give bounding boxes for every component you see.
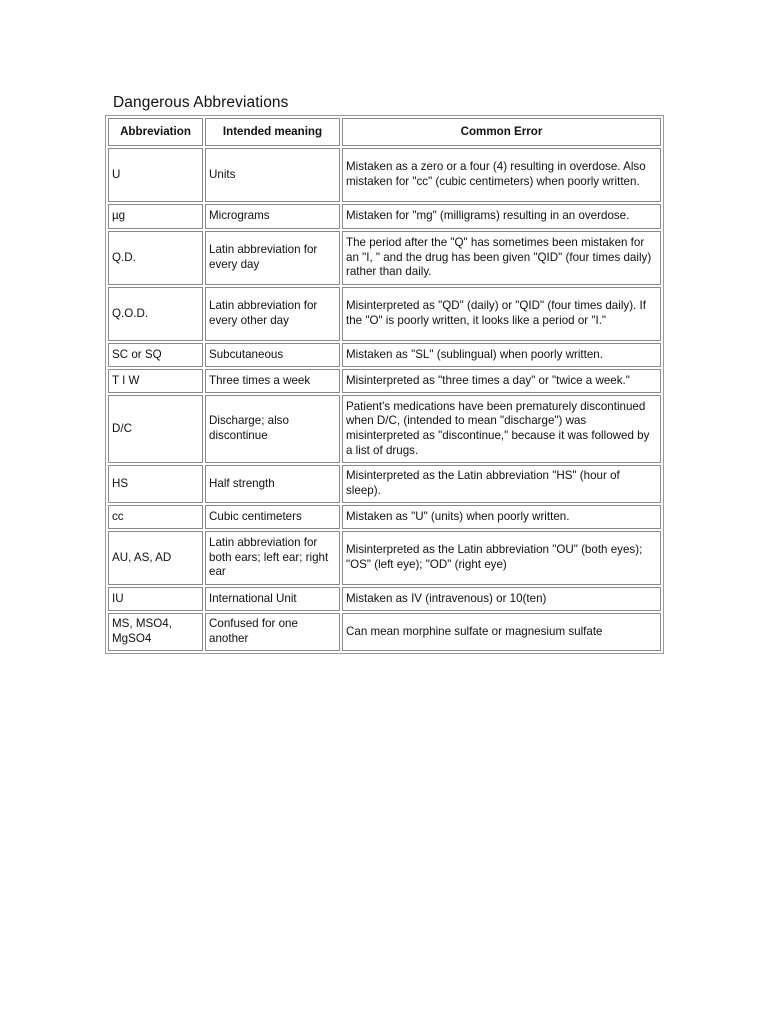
cell-meaning: International Unit [205, 587, 340, 611]
header-common-error: Common Error [342, 118, 661, 146]
cell-meaning: Latin abbreviation for every day [205, 231, 340, 285]
table-row [108, 204, 661, 229]
cell-error: Mistaken as a zero or a four (4) resulting in overdose. Also mistaken for "cc" (cubic centimeters) when poorly written. [342, 148, 661, 202]
cell-abbreviation: Q.D. [108, 231, 203, 285]
table-row [108, 465, 661, 503]
table-row [108, 148, 661, 202]
cell-meaning: Three times a week [205, 369, 340, 393]
header-row [108, 118, 661, 146]
cell-abbreviation: Q.O.D. [108, 287, 203, 341]
cell-error: Can mean morphine sulfate or magnesium sulfate [342, 613, 661, 651]
cell-error: Mistaken as "SL" (sublingual) when poorly written. [342, 343, 661, 367]
table-body [108, 148, 661, 651]
cell-meaning: Confused for one another [205, 613, 340, 651]
table-row [108, 231, 661, 285]
cell-meaning: Units [205, 148, 340, 202]
cell-error: Mistaken as IV (intravenous) or 10(ten) [342, 587, 661, 611]
cell-abbreviation: D/C [108, 395, 203, 463]
cell-abbreviation: U [108, 148, 203, 202]
cell-error: The period after the "Q" has sometimes been mistaken for an "I, " and the drug has been given "QID" (four times daily) rather than daily. [342, 231, 661, 285]
cell-meaning: Subcutaneous [205, 343, 340, 367]
cell-abbreviation: MS, MSO4, MgSO4 [108, 613, 203, 651]
cell-error: Misinterpreted as "three times a day" or "twice a week." [342, 369, 661, 393]
cell-abbreviation: T I W [108, 369, 203, 393]
header-abbreviation: Abbreviation [108, 118, 203, 146]
document-title: Dangerous Abbreviations [113, 94, 289, 111]
table-row [108, 505, 661, 529]
cell-error: Mistaken as "U" (units) when poorly written. [342, 505, 661, 529]
cell-meaning: Half strength [205, 465, 340, 503]
cell-meaning: Latin abbreviation for every other day [205, 287, 340, 341]
cell-meaning: Discharge; also discontinue [205, 395, 340, 463]
cell-meaning: Micrograms [205, 204, 340, 229]
cell-error: Misinterpreted as "QD" (daily) or "QID" (four times daily). If the "O" is poorly written, it looks like a period or "I." [342, 287, 661, 341]
header-intended-meaning: Intended meaning [205, 118, 340, 146]
cell-abbreviation: HS [108, 465, 203, 503]
cell-abbreviation: µg [108, 204, 203, 229]
table-row [108, 369, 661, 393]
cell-meaning: Cubic centimeters [205, 505, 340, 529]
cell-abbreviation: SC or SQ [108, 343, 203, 367]
table-row [108, 613, 661, 651]
table-row [108, 395, 661, 463]
cell-abbreviation: IU [108, 587, 203, 611]
cell-abbreviation: AU, AS, AD [108, 531, 203, 585]
cell-error: Patient's medications have been prematurely discontinued when D/C, (intended to mean "discharge") was misinterpreted as "discontinue," because it was followed by a list of drugs. [342, 395, 661, 463]
abbreviations-table [105, 115, 664, 654]
table-row [108, 343, 661, 367]
table-row [108, 587, 661, 611]
cell-error: Mistaken for "mg" (milligrams) resulting in an overdose. [342, 204, 661, 229]
cell-abbreviation: cc [108, 505, 203, 529]
table-row [108, 287, 661, 341]
cell-error: Misinterpreted as the Latin abbreviation "OU" (both eyes); "OS" (left eye); "OD" (right eye) [342, 531, 661, 585]
cell-meaning: Latin abbreviation for both ears; left ear; right ear [205, 531, 340, 585]
cell-error: Misinterpreted as the Latin abbreviation "HS" (hour of sleep). [342, 465, 661, 503]
table-header [108, 118, 661, 146]
table-row [108, 531, 661, 585]
